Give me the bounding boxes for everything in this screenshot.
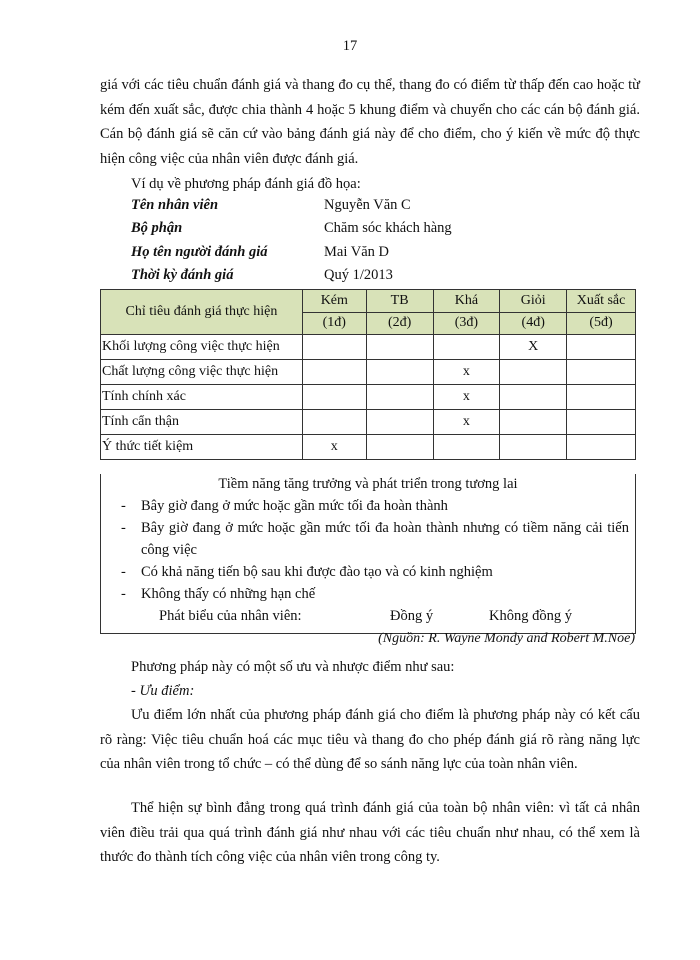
mark-cell [366, 335, 433, 360]
mark-cell: X [500, 335, 567, 360]
mark-cell [366, 360, 433, 385]
mark-cell [567, 410, 636, 435]
info-value: Nguyễn Văn C [324, 197, 411, 213]
mark-cell [500, 410, 567, 435]
potential-item-text: Không thấy có những hạn chế [141, 586, 316, 602]
mark-cell [366, 410, 433, 435]
table-row [101, 410, 636, 435]
potential-item [101, 583, 635, 605]
mark-cell [500, 385, 567, 410]
level-name: TB [366, 290, 433, 313]
table-header-row [101, 290, 636, 313]
table-row [101, 335, 636, 360]
example-intro: Ví dụ về phương pháp đánh giá đồ họa: [131, 176, 361, 192]
bullet-dash: - [121, 498, 126, 514]
mark-cell: x [433, 410, 500, 435]
mark-cell [366, 435, 433, 460]
table-row [101, 360, 636, 385]
mark-cell [433, 435, 500, 460]
mark-cell [567, 385, 636, 410]
potential-item [101, 561, 635, 583]
potential-section [100, 474, 636, 634]
pros-heading: - Ưu điểm: [131, 683, 195, 699]
info-label: Họ tên người đánh giá [131, 244, 268, 260]
mark-cell: x [302, 435, 366, 460]
potential-title: Tiềm năng tăng trưởng và phát triển trong tương lai [218, 476, 518, 492]
potential-item-text: Bây giờ đang ở mức hoặc gần mức tối đa hoàn thành [141, 498, 448, 514]
disagree-option: Không đồng ý [489, 608, 572, 624]
criteria-header: Chỉ tiêu đánh giá thực hiện [101, 290, 303, 335]
criterion-cell: Khối lượng công việc thực hiện [101, 335, 303, 360]
potential-item-text: Bây giờ đang ở mức hoặc gần mức tối đa hoàn thành nhưng có tiềm năng cải tiến công việc [141, 520, 629, 558]
level-name: Kém [302, 290, 366, 313]
agree-option: Đồng ý [390, 608, 434, 624]
mark-cell [433, 335, 500, 360]
pros-paragraph: Thể hiện sự bình đẳng trong quá trình đánh giá của toàn bộ nhân viên: vì tất cả nhân viên điều trải qua quá trình đánh giá như nhau với các tiêu chuẩn như nhau, có thể xem là thước đo thành tích công việc của nhân viên trong công ty. [100, 800, 640, 865]
info-value: Quý 1/2013 [324, 267, 393, 283]
level-points: (4đ) [500, 312, 567, 335]
mark-cell [567, 335, 636, 360]
page-number: 17 [342, 38, 358, 54]
mark-cell: x [433, 385, 500, 410]
source-citation: (Nguồn: R. Wayne Mondy and Robert M.Noe) [378, 631, 635, 646]
info-period [131, 267, 651, 289]
info-department [131, 220, 651, 242]
employee-statement [101, 605, 635, 627]
mark-cell [302, 335, 366, 360]
table-row [101, 385, 636, 410]
mark-cell [302, 360, 366, 385]
evaluation-table [100, 289, 636, 460]
intro-paragraph: giá với các tiêu chuẩn đánh giá và thang đo cụ thể, thang đo có điểm từ thấp đến cao hoặc từ kém đến xuất sắc, được chia thành 4 hoặc 5 khung điểm và chuyển cho các cán bộ đánh giá. Cán bộ đánh giá sẽ căn cứ vào bảng đánh giá này để cho điểm, cho ý kiến về mức độ thực hiện công việc của nhân viên được đánh giá. [100, 77, 640, 167]
mark-cell [567, 435, 636, 460]
level-name: Giỏi [500, 290, 567, 313]
level-points: (1đ) [302, 312, 366, 335]
level-points: (3đ) [433, 312, 500, 335]
criterion-cell: Tính cẩn thận [101, 410, 303, 435]
table-row [101, 435, 636, 460]
level-name: Xuất sắc [567, 290, 636, 313]
info-evaluator [131, 244, 651, 266]
info-value: Chăm sóc khách hàng [324, 220, 452, 236]
potential-item [101, 495, 635, 517]
info-label: Tên nhân viên [131, 197, 219, 213]
statement-label: Phát biểu của nhân viên: [159, 608, 302, 624]
pros-paragraph: Ưu điểm lớn nhất của phương pháp đánh giá cho điểm là phương pháp này có kết cấu rõ ràng: Việc tiêu chuẩn hoá các mục tiêu và thang đo cho phép đánh giá rõ ràng năng lực của nhân viên trong tổ chức – có thể dùng để so sánh năng lực của toàn nhân viên. [100, 707, 640, 772]
criterion-cell: Chất lượng công việc thực hiện [101, 360, 303, 385]
mark-cell: x [433, 360, 500, 385]
criterion-cell: Tính chính xác [101, 385, 303, 410]
level-name: Khá [433, 290, 500, 313]
potential-item-text: Có khả năng tiến bộ sau khi được đào tạo và có kinh nghiệm [141, 564, 493, 580]
criterion-cell: Ý thức tiết kiệm [101, 435, 303, 460]
mark-cell [500, 360, 567, 385]
info-employee-name [131, 197, 651, 219]
mark-cell [567, 360, 636, 385]
info-label: Bộ phận [131, 220, 183, 236]
potential-item [101, 517, 635, 561]
info-value: Mai Văn D [324, 244, 389, 260]
level-points: (5đ) [567, 312, 636, 335]
info-label: Thời kỳ đánh giá [131, 267, 234, 283]
mark-cell [366, 385, 433, 410]
mark-cell [302, 410, 366, 435]
bullet-dash: - [121, 564, 126, 580]
bullet-dash: - [121, 520, 126, 536]
level-points: (2đ) [366, 312, 433, 335]
bullet-dash: - [121, 586, 126, 602]
pros-intro: Phương pháp này có một số ưu và nhược điểm như sau: [131, 659, 455, 675]
mark-cell [302, 385, 366, 410]
mark-cell [500, 435, 567, 460]
